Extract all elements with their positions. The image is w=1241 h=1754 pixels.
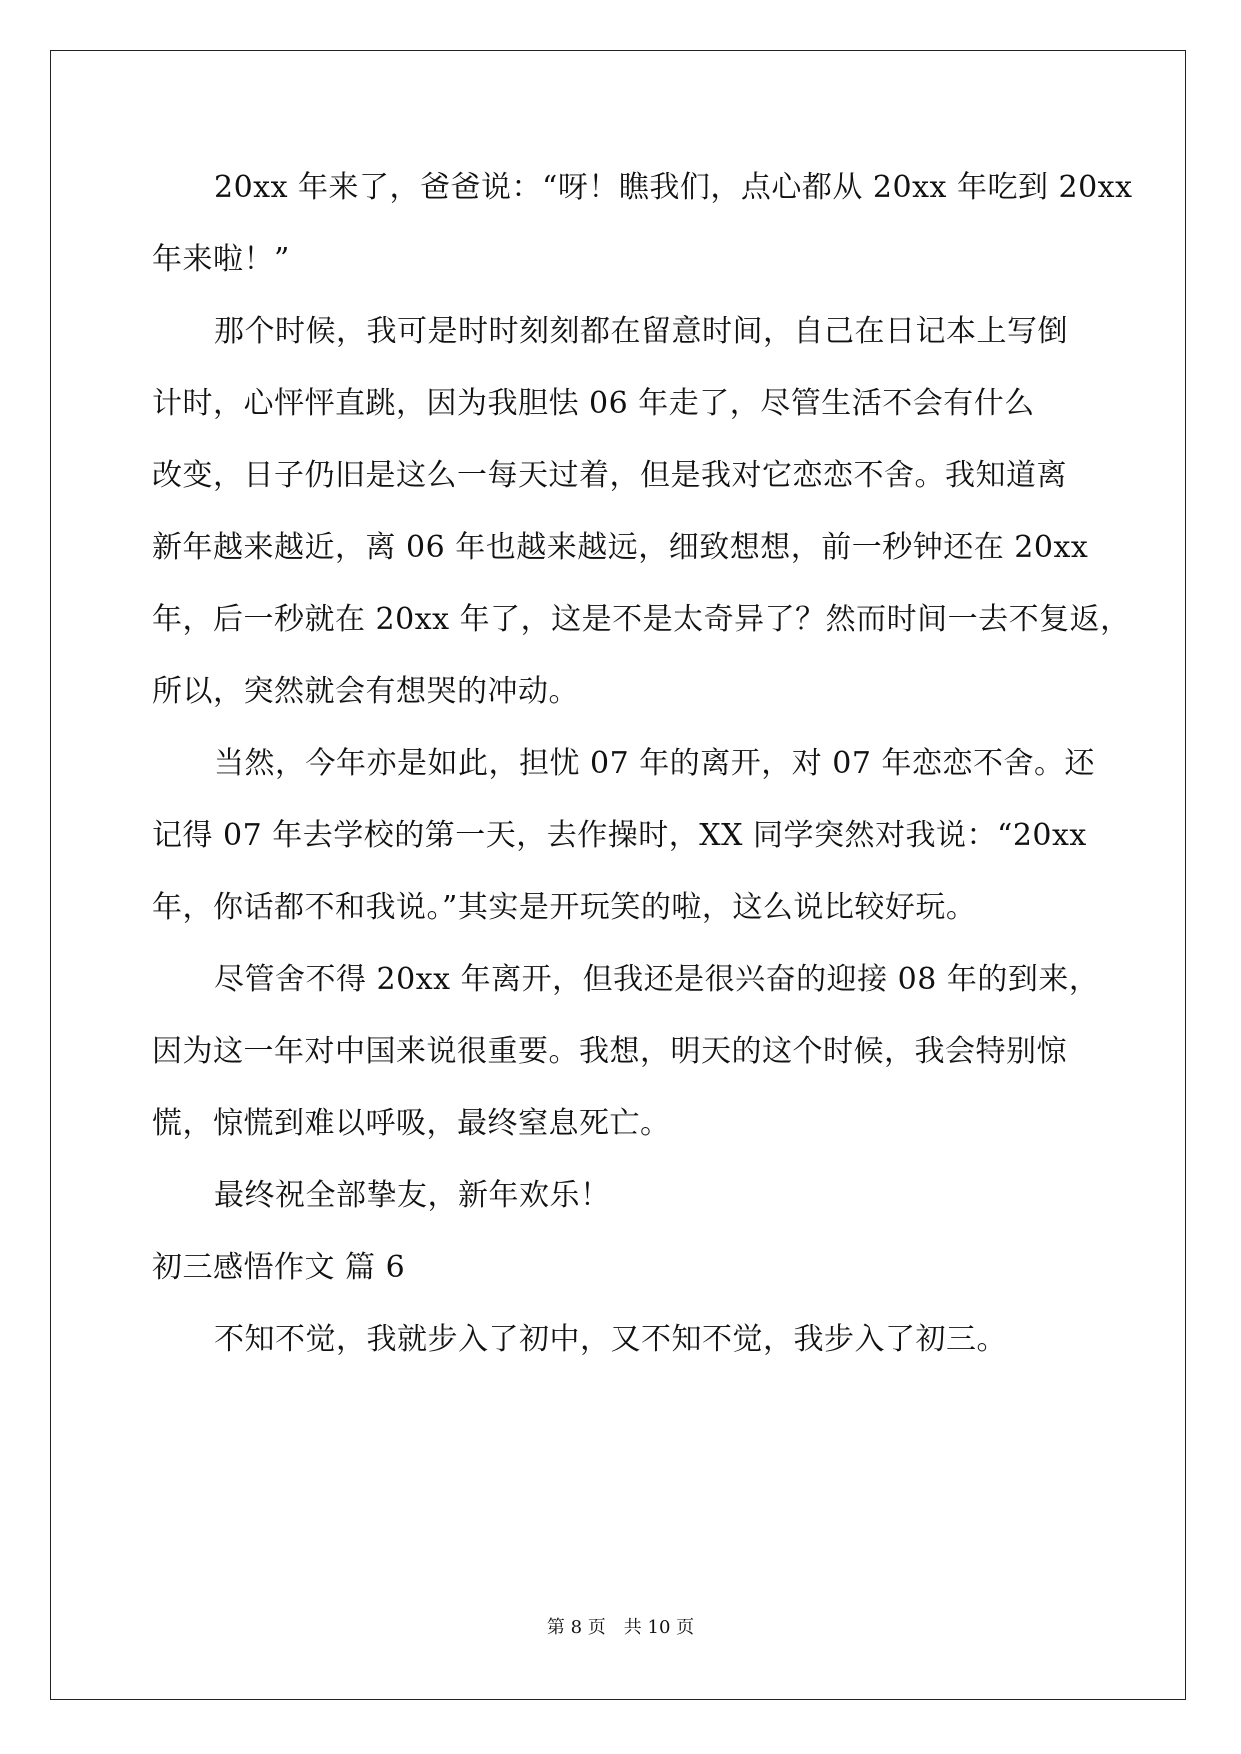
section-heading: 初三感悟作文 篇 6 <box>152 1250 406 1285</box>
paragraph-3-line-1: 当然，今年亦是如此，担忧 07 年的离开，对 07 年恋恋不舍。还 <box>214 746 1095 781</box>
paragraph-1-line-1: 20xx 年来了，爸爸说：“呀！瞧我们，点心都从 20xx 年吃到 20xx <box>214 170 1133 205</box>
page-footer <box>0 1616 1241 1640</box>
paragraph-2-line-3: 改变，日子仍旧是这么一每天过着，但是我对它恋恋不舍。我知道离 <box>152 458 1067 493</box>
paragraph-2-line-1: 那个时候，我可是时时刻刻都在留意时间，自己在日记本上写倒 <box>214 314 1068 349</box>
paragraph-5-line-1: 最终祝全部挚友，新年欢乐！ <box>214 1178 611 1213</box>
page-number: 第 8 页 <box>546 1617 606 1638</box>
paragraph-2-line-5: 年，后一秒就在 20xx 年了，这是不是太奇异了？然而时间一去不复返， <box>152 602 1131 637</box>
page-total: 共 10 页 <box>623 1617 695 1638</box>
paragraph-4-line-1: 尽管舍不得 20xx 年离开，但我还是很兴奋的迎接 08 年的到来， <box>214 962 1100 997</box>
paragraph-2-line-2: 计时，心怦怦直跳，因为我胆怯 06 年走了，尽管生活不会有什么 <box>152 386 1035 421</box>
paragraph-2-line-6: 所以，突然就会有想哭的冲动。 <box>152 674 579 709</box>
paragraph-3-line-2: 记得 07 年去学校的第一天，去作操时，XX 同学突然对我说：“20xx <box>152 818 1087 853</box>
paragraph-4-line-2: 因为这一年对中国来说很重要。我想，明天的这个时候，我会特别惊 <box>152 1034 1067 1069</box>
paragraph-3-line-3: 年，你话都不和我说。”其实是开玩笑的啦，这么说比较好玩。 <box>152 890 977 925</box>
paragraph-1-line-2: 年来啦！” <box>152 242 290 277</box>
paragraph-6-line-1: 不知不觉，我就步入了初中，又不知不觉，我步入了初三。 <box>214 1322 1007 1357</box>
paragraph-2-line-4: 新年越来越近，离 06 年也越来越远，细致想想，前一秒钟还在 20xx <box>152 530 1089 565</box>
paragraph-4-line-3: 慌，惊慌到难以呼吸，最终窒息死亡。 <box>152 1106 671 1141</box>
page-border <box>50 50 1186 1700</box>
